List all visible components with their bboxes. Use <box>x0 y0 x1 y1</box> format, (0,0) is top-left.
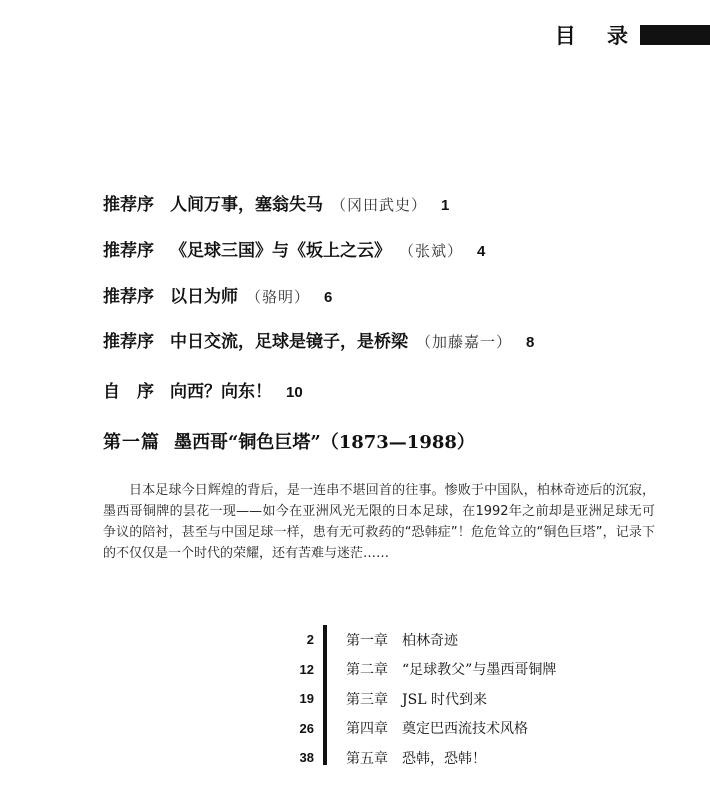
chapter-page: 38 <box>299 750 314 766</box>
chapter-label: 第二章 <box>346 662 388 679</box>
toc-entry-author: （骆明） <box>246 288 311 306</box>
toc-entry-page: 4 <box>477 243 486 260</box>
toc-entry-page: 10 <box>286 384 303 401</box>
chapter-title: “足球教父”与墨西哥铜牌 <box>402 662 557 679</box>
page-title: 目 录 <box>554 24 640 48</box>
toc-entry-title: 人间万事，塞翁失马 <box>170 195 323 215</box>
header-bar <box>640 25 710 45</box>
toc-entry-label: 推荐序 <box>103 241 154 261</box>
toc-entry-author: （冈田武史） <box>331 196 428 214</box>
toc-entry-label: 推荐序 <box>103 195 154 215</box>
chapter-page: 19 <box>299 691 314 707</box>
chapter-label: 第一章 <box>346 632 388 649</box>
toc-entry-title: 中日交流，足球是镜子，是桥梁 <box>170 332 408 352</box>
toc-entry-label: 推荐序 <box>103 332 154 352</box>
toc-entry[interactable] <box>103 236 485 261</box>
chapter-title: 奠定巴西流技术风格 <box>402 721 528 738</box>
chapter-title: JSL 时代到来 <box>402 691 487 708</box>
toc-entry[interactable] <box>103 282 332 307</box>
section-label: 第一篇 <box>103 432 160 453</box>
section-summary: 日本足球今日辉煌的背后，是一连串不堪回首的往事。惨败于中国队，柏林奇迹后的沉寂，墨西哥铜牌的昙花一现——如今在亚洲风光无限的日本足球，在1992年之前却是亚洲足球无可争议的陪衬，甚至与中国足球一样，患有无可救药的“恐韩症”！危危耸立的“铜色巨塔”，记录下的不仅仅是一个时代的荣耀，还有苦难与迷茫…… <box>103 483 655 561</box>
toc-entry-title: 以日为师 <box>170 287 238 307</box>
chapter-label: 第三章 <box>346 691 388 708</box>
toc-entry-author: （张斌） <box>399 242 464 260</box>
section-heading[interactable] <box>103 428 475 454</box>
chapter-label: 第五章 <box>346 750 388 767</box>
toc-entry-author: （加藤嘉一） <box>416 333 513 351</box>
chapter-title: 柏林奇迹 <box>402 632 458 649</box>
toc-entry[interactable] <box>103 377 303 402</box>
chapter-label: 第四章 <box>346 721 388 738</box>
toc-entry-page: 6 <box>324 289 333 306</box>
toc-entry[interactable] <box>103 327 534 352</box>
toc-entry-page: 1 <box>441 197 450 214</box>
chapter-page: 26 <box>299 720 314 736</box>
toc-entry-title: 向西？向东！ <box>170 382 272 402</box>
toc-entry-label: 推荐序 <box>103 287 154 307</box>
chapter-page: 2 <box>306 632 314 648</box>
toc-entry-label: 自 序 <box>103 382 154 402</box>
page-header <box>555 22 710 48</box>
toc-entry-page: 8 <box>526 334 535 351</box>
toc-entry[interactable] <box>103 190 449 215</box>
toc-entry-title: 《足球三国》与《坂上之云》 <box>170 241 391 261</box>
chapter-page: 12 <box>299 661 314 677</box>
chapter-title: 恐韩，恐韩！ <box>402 750 486 767</box>
section-title: 墨西哥“铜色巨塔”（1873—1988） <box>174 432 475 453</box>
chapter-divider <box>323 625 327 765</box>
